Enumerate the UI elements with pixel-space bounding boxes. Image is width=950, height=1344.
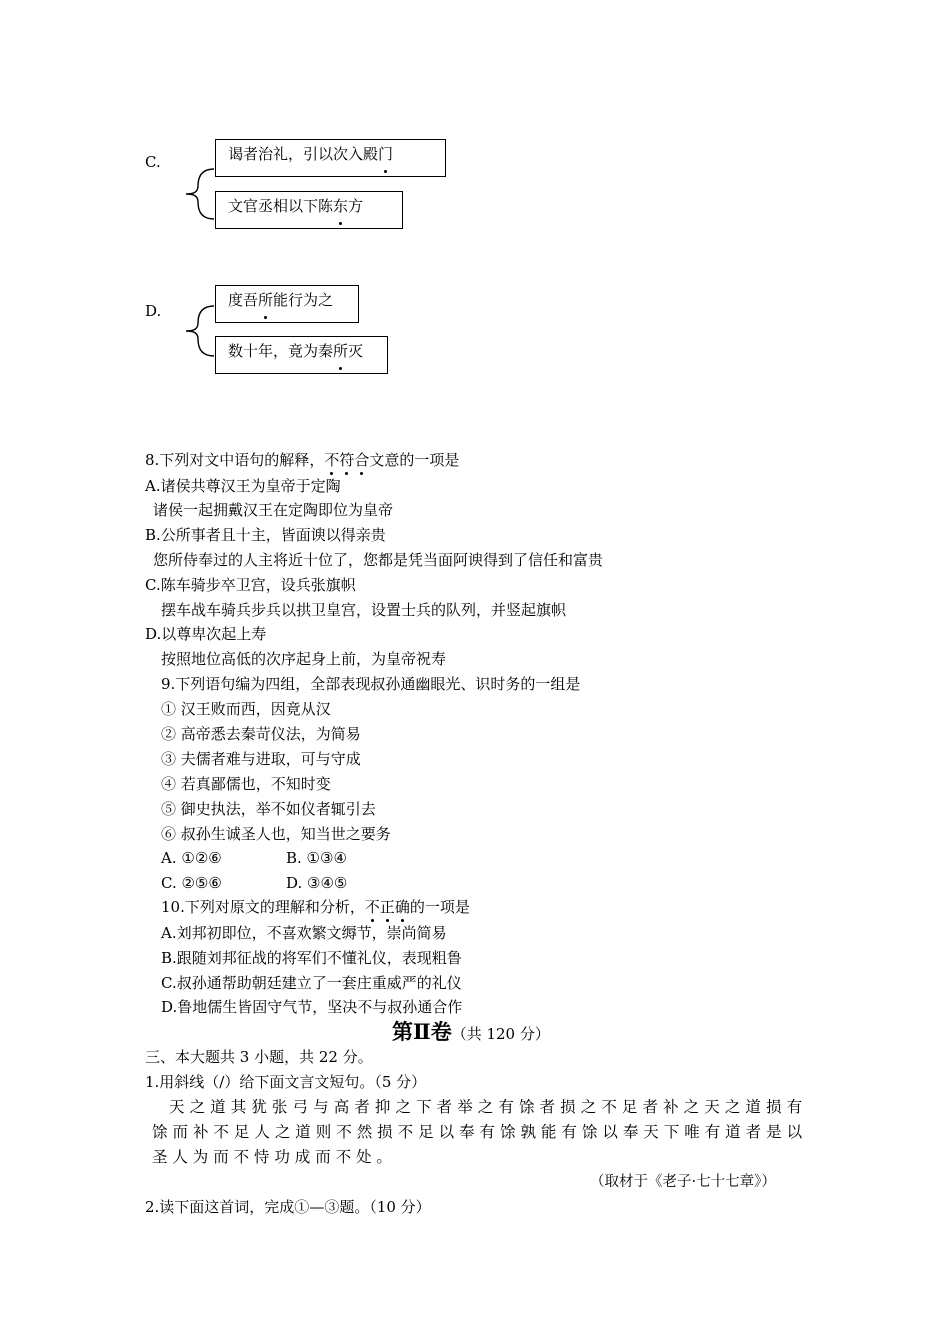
option-d-top-box [215, 285, 359, 323]
q8-option-c: C.陈车骑步卒卫宫，设兵张旗帜 [145, 576, 356, 594]
emphasis-char: 合 [354, 451, 370, 469]
q8-option-b-explain: 您所侍奉过的人主将近十位了，您都是凭当面阿谀得到了信任和富贵 [153, 551, 604, 569]
q8-stem-text-post: 文意的一项是 [369, 451, 460, 469]
q8-option-b: B.公所事者且十主，皆面谀以得亲贵 [145, 526, 386, 544]
section3-q1: 1.用斜线（/）给下面文言文短句。（5 分） [145, 1073, 427, 1091]
q9-item: ⑤ 御史执法，举不如仪者辄引去 [161, 800, 376, 818]
q10-option-c: C.叔孙通帮助朝廷建立了一套庄重威严的礼仪 [161, 974, 462, 992]
q9-item: ① 汉王败而西，因竟从汉 [161, 700, 331, 718]
emphasis-char: 正 [379, 898, 395, 916]
classical-passage: 天之道其犹张弓与高者抑之下者举之有馀者损之不足者补之天之道损有馀而补不足人之道则不然损不足以奉有馀孰能有馀以奉天下唯有道者是以圣人为而不恃功成而不处。 [152, 1098, 807, 1166]
q9-item: ④ 若真鄙儒也，不知时变 [161, 775, 331, 793]
emphasis-char: 所 [333, 337, 348, 365]
part2-score: （共 120 分） [451, 1025, 550, 1043]
section3-q2: 2.读下面这首词，完成①—③题。（10 分） [145, 1198, 431, 1216]
option-d-brace [182, 305, 216, 357]
q8-option-a-explain: 诸侯一起拥戴汉王在定陶即位为皇帝 [153, 501, 394, 519]
option-c-bottom-text: 文官丞相以下陈 [228, 197, 334, 215]
q9-item: ③ 夫儒者难与进取，可与守成 [161, 750, 361, 768]
q9-choice-c: C. ②⑤⑥ [161, 874, 222, 892]
q8-stem [145, 450, 459, 470]
emphasis-char: 符 [339, 451, 355, 469]
q9-stem: 9.下列语句编为四组，全部表现叔孙通幽眼光、识时务的一组是 [161, 675, 581, 693]
part2-title [392, 1019, 550, 1047]
q10-stem-text-post: 的一项是 [409, 898, 470, 916]
option-d-bottom-box [215, 336, 388, 374]
emphasis-char: 门 [378, 140, 393, 168]
option-c-brace [182, 168, 216, 220]
q9-choice-b: B. ①③④ [286, 849, 347, 867]
option-d-label: D. [145, 302, 162, 320]
option-d-top-text-post: 能行为之 [273, 291, 334, 309]
passage-source: （取材于《老子·七十七章》） [590, 1174, 776, 1190]
option-c-top-text: 谒者治礼，引以次入殿 [228, 145, 379, 163]
section3-header: 三、本大题共 3 小题，共 22 分。 [145, 1048, 373, 1066]
q10-option-a: A.刘邦初即位，不喜欢繁文缛节，崇尚简易 [161, 924, 447, 942]
emphasis-char: 东 [333, 192, 348, 220]
part2-title-text: 第Ⅱ卷 [392, 1019, 452, 1044]
emphasis-char: 确 [394, 898, 410, 916]
q10-option-b: B.跟随刘邦征战的将军们不懂礼仪，表现粗鲁 [161, 949, 462, 967]
option-d-top-text: 度吾 [228, 291, 259, 309]
q8-option-c-explain: 摆车战车骑兵步兵以拱卫皇宫，设置士兵的队列，并竖起旗帜 [161, 601, 567, 619]
option-c-top-box [215, 139, 446, 177]
q10-stem [161, 897, 470, 917]
q10-option-d: D.鲁地儒生皆固守气节，坚决不与叔孙通合作 [161, 998, 463, 1016]
option-c-bottom-text-post: 方 [348, 197, 364, 215]
emphasis-char: 所 [258, 286, 273, 314]
q9-item: ⑥ 叔孙生诚圣人也，知当世之要务 [161, 825, 391, 843]
q10-stem-text: 10.下列对原文的理解和分析， [161, 898, 365, 916]
q8-option-a: A.诸侯共尊汉王为皇帝于定陶 [145, 477, 341, 495]
q8-option-d-explain: 按照地位高低的次序起身上前，为皇帝祝寿 [161, 650, 447, 668]
option-d-bottom-text-post: 灭 [348, 342, 364, 360]
q8-stem-text: 8.下列对文中语句的解释， [145, 451, 325, 469]
option-c-label: C. [145, 153, 161, 171]
option-c-bottom-box [215, 191, 403, 229]
emphasis-char: 不 [324, 451, 340, 469]
emphasis-char: 不 [364, 898, 380, 916]
q8-option-d: D.以尊卑次起上寿 [145, 625, 267, 643]
q9-item: ② 高帝悉去秦苛仪法，为简易 [161, 725, 361, 743]
q9-choice-a: A. ①②⑥ [161, 849, 222, 867]
option-d-bottom-text: 数十年，竟为秦 [228, 342, 334, 360]
q9-choice-d: D. ③④⑤ [286, 874, 348, 892]
